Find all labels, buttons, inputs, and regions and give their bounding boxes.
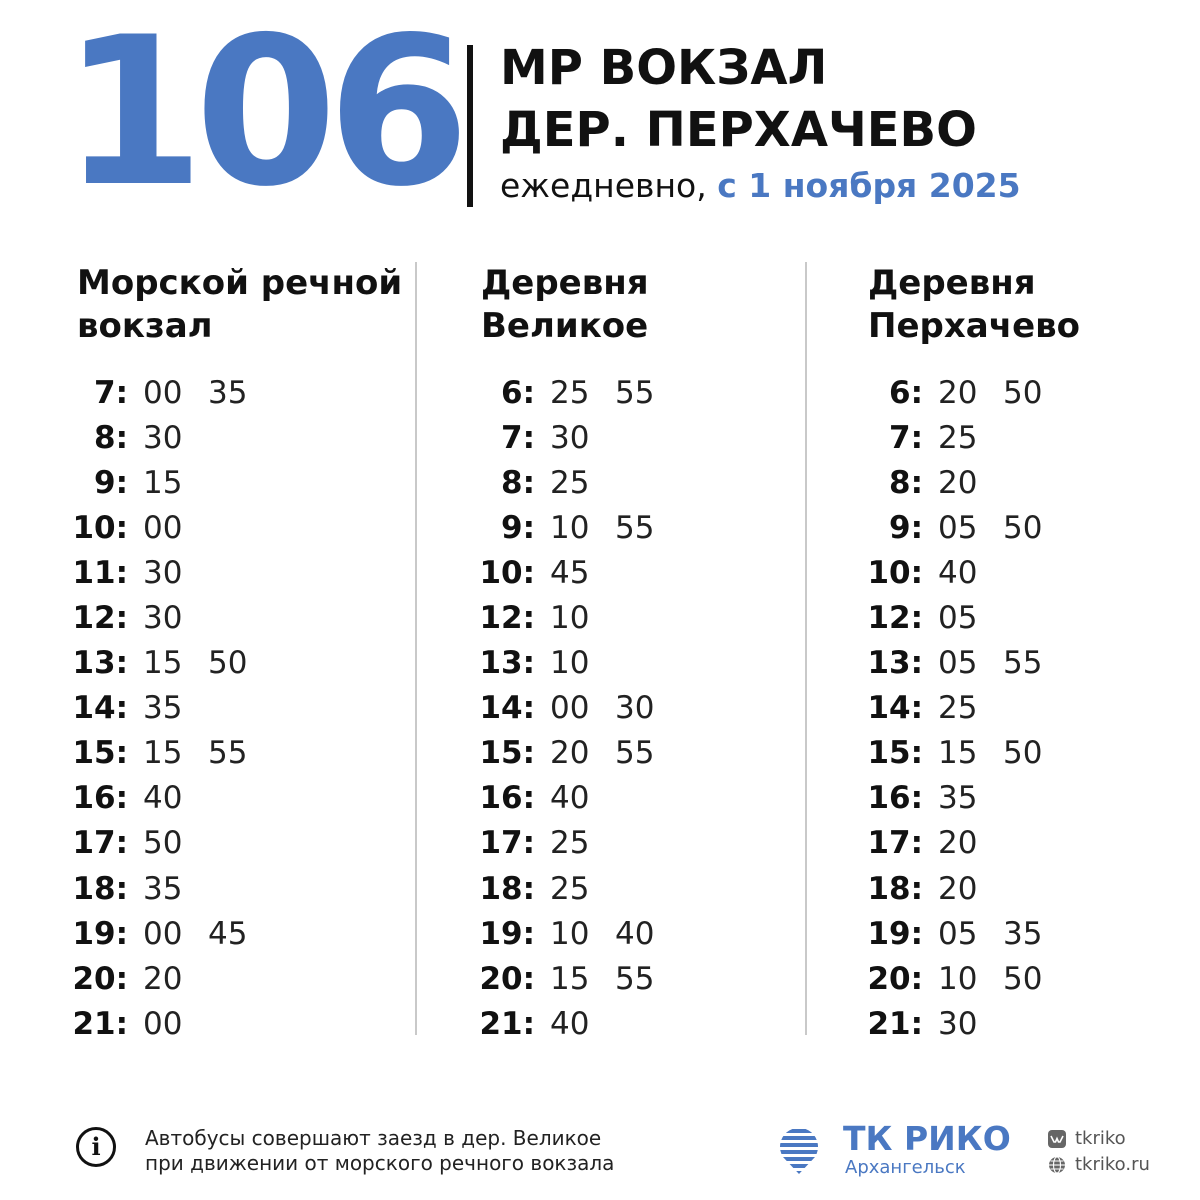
departure-minute: 25 (938, 419, 978, 456)
departure-minute: 15 (938, 735, 978, 772)
timetable-row (865, 415, 1058, 460)
destination-line-2: ДЕР. ПЕРХАЧЕВО (500, 102, 977, 158)
departure-minute: 50 (1003, 509, 1043, 546)
departure-minute: 05 (938, 915, 978, 952)
timetable-row (865, 956, 1058, 1001)
departure-minute: 45 (208, 915, 248, 952)
departure-minute: 15 (143, 735, 183, 772)
departure-minute: 10 (550, 645, 590, 682)
departure-hour: 17: (867, 825, 923, 862)
departure-minute: 55 (1003, 645, 1043, 682)
departure-minute: 25 (938, 690, 978, 727)
timetable-row (70, 911, 263, 956)
column-divider (415, 262, 417, 1035)
departure-minute: 00 (143, 915, 183, 952)
departure-minute: 40 (615, 915, 655, 952)
timetable-row (70, 505, 263, 550)
timetable-row (70, 731, 263, 776)
departure-hour: 15: (867, 735, 923, 772)
departure-hour: 16: (72, 780, 128, 817)
departure-hour: 17: (479, 825, 535, 862)
departure-minute: 50 (208, 645, 248, 682)
departure-hour: 9: (94, 464, 128, 501)
timetable-row (865, 595, 1058, 640)
departure-hour: 20: (479, 960, 535, 997)
timetable-row (70, 641, 263, 686)
departure-hour: 14: (72, 690, 128, 727)
departure-minute: 35 (938, 780, 978, 817)
timetable-sea-river-station (70, 370, 263, 1046)
timetable-row (477, 686, 670, 731)
departure-minute: 30 (143, 600, 183, 637)
departure-hour: 15: (72, 735, 128, 772)
departure-minute: 25 (550, 825, 590, 862)
departure-minute: 00 (143, 374, 183, 411)
departure-minute: 55 (615, 509, 655, 546)
departure-hour: 12: (479, 600, 535, 637)
departure-minute: 15 (143, 464, 183, 501)
departure-minute: 30 (938, 1005, 978, 1042)
timetable-row (477, 956, 670, 1001)
departure-hour: 7: (94, 374, 128, 411)
departure-minute: 10 (550, 600, 590, 637)
departure-minute: 00 (550, 690, 590, 727)
departure-hour: 7: (501, 419, 535, 456)
departure-minute: 05 (938, 600, 978, 637)
departure-minute: 55 (615, 960, 655, 997)
timetable-row (477, 776, 670, 821)
departure-minute: 20 (938, 374, 978, 411)
departure-hour: 15: (479, 735, 535, 772)
departure-hour: 10: (479, 554, 535, 591)
departure-minute: 35 (1003, 915, 1043, 952)
departure-hour: 16: (479, 780, 535, 817)
departure-hour: 21: (72, 1005, 128, 1042)
departure-hour: 13: (72, 645, 128, 682)
stop-title-velikoe (481, 262, 811, 348)
vk-icon (1048, 1130, 1066, 1148)
departure-minute: 45 (550, 554, 590, 591)
departure-minute: 10 (938, 960, 978, 997)
departure-minute: 15 (550, 960, 590, 997)
website-link[interactable] (1048, 1154, 1150, 1176)
departure-minute: 25 (550, 374, 590, 411)
departure-hour: 20: (72, 960, 128, 997)
timetable-row (477, 1001, 670, 1046)
timetable-row (70, 776, 263, 821)
stop-title-line: Перхачево (868, 306, 1081, 346)
timetable-row (70, 595, 263, 640)
departure-hour: 12: (72, 600, 128, 637)
departure-hour: 18: (867, 870, 923, 907)
departure-minute: 35 (143, 870, 183, 907)
departure-minute: 55 (208, 735, 248, 772)
timetable-row (865, 1001, 1058, 1046)
departure-minute: 00 (143, 509, 183, 546)
departure-minute: 20 (938, 870, 978, 907)
timetable-row (477, 505, 670, 550)
departure-hour: 8: (94, 419, 128, 456)
timetable-row (70, 686, 263, 731)
departure-minute: 35 (208, 374, 248, 411)
departure-minute: 20 (550, 735, 590, 772)
departure-minute: 10 (550, 509, 590, 546)
column-divider (805, 262, 807, 1035)
departure-minute: 30 (615, 690, 655, 727)
departure-hour: 19: (479, 915, 535, 952)
departure-hour: 9: (889, 509, 923, 546)
departure-hour: 6: (501, 374, 535, 411)
timetable-row (865, 911, 1058, 956)
timetable-row (477, 641, 670, 686)
departure-minute: 30 (550, 419, 590, 456)
info-icon: i (76, 1127, 116, 1167)
timetable-row (70, 370, 263, 415)
departure-minute: 30 (143, 419, 183, 456)
departure-minute: 15 (143, 645, 183, 682)
departure-minute: 35 (143, 690, 183, 727)
departure-hour: 21: (867, 1005, 923, 1042)
timetable-row (865, 370, 1058, 415)
timetable-row (865, 686, 1058, 731)
departure-minute: 25 (550, 464, 590, 501)
timetable-row (70, 821, 263, 866)
timetable-row (477, 911, 670, 956)
stop-title-line: Деревня (481, 263, 649, 303)
timetable-row (477, 866, 670, 911)
departure-minute: 40 (938, 554, 978, 591)
stop-title-line: Деревня (868, 263, 1036, 303)
departure-minute: 40 (550, 1005, 590, 1042)
departure-hour: 18: (479, 870, 535, 907)
stop-title-perkhachevo (868, 262, 1198, 348)
departure-hour: 9: (501, 509, 535, 546)
timetable-row (865, 641, 1058, 686)
stop-title-line: Морской речной (77, 263, 403, 303)
timetable-row (477, 731, 670, 776)
timetable-row (477, 415, 670, 460)
departure-minute: 20 (938, 464, 978, 501)
timetable-row (70, 1001, 263, 1046)
departure-hour: 20: (867, 960, 923, 997)
departure-hour: 6: (889, 374, 923, 411)
timetable-row (865, 866, 1058, 911)
stop-title-line: вокзал (77, 306, 213, 346)
departure-hour: 14: (867, 690, 923, 727)
departure-minute: 55 (615, 735, 655, 772)
departure-minute: 40 (143, 780, 183, 817)
timetable-row (865, 731, 1058, 776)
departure-hour: 11: (72, 554, 128, 591)
timetable-row (477, 370, 670, 415)
departure-hour: 13: (479, 645, 535, 682)
schedule-start-date: с 1 ноября 2025 (717, 166, 1021, 205)
departure-minute: 10 (550, 915, 590, 952)
brand-city: Архангельск (845, 1157, 966, 1178)
footnote (145, 1126, 614, 1176)
departure-hour: 19: (867, 915, 923, 952)
timetable-row (70, 866, 263, 911)
footnote-line: Автобусы совершают заезд в дер. Великое (145, 1126, 602, 1150)
departure-hour: 18: (72, 870, 128, 907)
vk-link[interactable] (1048, 1128, 1126, 1150)
brand-name: ТК РИКО (843, 1119, 1011, 1158)
departure-minute: 25 (550, 870, 590, 907)
route-number: 106 (62, 0, 460, 232)
website-url: tkriko.ru (1075, 1154, 1150, 1175)
departure-hour: 16: (867, 780, 923, 817)
timetable-row (865, 550, 1058, 595)
departure-minute: 20 (938, 825, 978, 862)
timetable-row (865, 821, 1058, 866)
schedule-days: ежедневно, (500, 166, 707, 205)
timetable-row (477, 460, 670, 505)
departure-hour: 7: (889, 419, 923, 456)
timetable-perkhachevo (865, 370, 1058, 1046)
stop-title-line: Великое (481, 306, 649, 346)
departure-minute: 50 (143, 825, 183, 862)
timetable-row (477, 595, 670, 640)
departure-hour: 17: (72, 825, 128, 862)
brand-logo-icon (778, 1127, 820, 1175)
timetable-row (865, 776, 1058, 821)
timetable-row (70, 550, 263, 595)
departure-hour: 19: (72, 915, 128, 952)
globe-icon (1048, 1156, 1066, 1174)
timetable-row (70, 460, 263, 505)
vk-handle: tkriko (1075, 1128, 1126, 1149)
stop-title-sea-river-station (77, 262, 407, 348)
destination-line-1: МР ВОКЗАЛ (500, 40, 828, 96)
footnote-line: при движении от морского речного вокзала (145, 1151, 615, 1175)
departure-minute: 20 (143, 960, 183, 997)
timetable-row (477, 550, 670, 595)
departure-minute: 00 (143, 1005, 183, 1042)
timetable-row (70, 956, 263, 1001)
departure-minute: 50 (1003, 960, 1043, 997)
timetable-row (477, 821, 670, 866)
timetable-row (865, 460, 1058, 505)
timetable-row (70, 415, 263, 460)
departure-minute: 50 (1003, 374, 1043, 411)
departure-minute: 55 (615, 374, 655, 411)
departure-minute: 05 (938, 509, 978, 546)
departure-hour: 21: (479, 1005, 535, 1042)
timetable-velikoe (477, 370, 670, 1046)
departure-hour: 8: (501, 464, 535, 501)
departure-minute: 05 (938, 645, 978, 682)
departure-hour: 13: (867, 645, 923, 682)
header-divider (467, 45, 473, 207)
timetable-row (865, 505, 1058, 550)
schedule-validity (500, 166, 1021, 206)
departure-hour: 10: (72, 509, 128, 546)
departure-minute: 40 (550, 780, 590, 817)
departure-hour: 10: (867, 554, 923, 591)
departure-minute: 50 (1003, 735, 1043, 772)
departure-minute: 30 (143, 554, 183, 591)
departure-hour: 14: (479, 690, 535, 727)
departure-hour: 8: (889, 464, 923, 501)
departure-hour: 12: (867, 600, 923, 637)
